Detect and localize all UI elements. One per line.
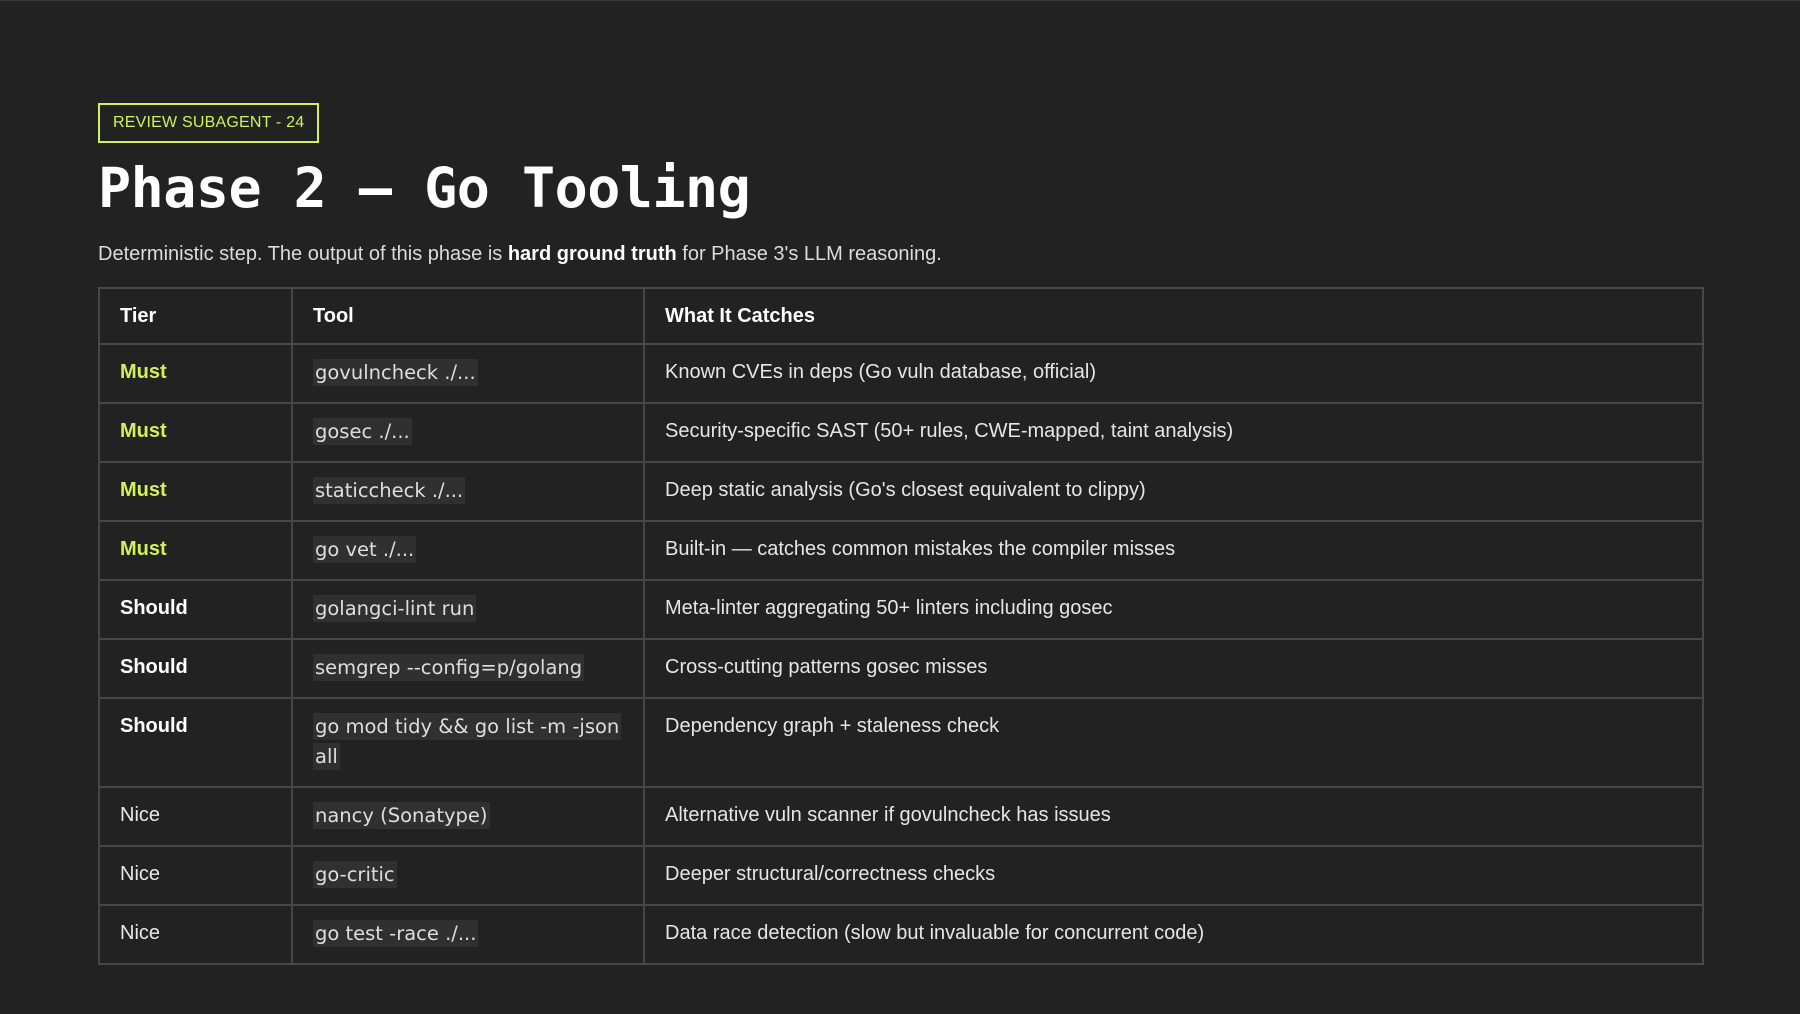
description-cell: Data race detection (slow but invaluable for concurrent code) [644,905,1703,964]
tool-command: nancy (Sonatype) [315,804,488,827]
description-cell: Cross-cutting patterns gosec misses [644,639,1703,698]
tool-command: go vet ./... [315,538,415,561]
subtitle-bold: hard ground truth [507,243,677,265]
tool-cell [292,639,644,698]
tier-cell: Must [99,462,292,521]
header-tier: Tier [99,288,292,344]
description-cell: Deep static analysis (Go's closest equivalent to clippy) [644,462,1703,521]
slide [98,103,1702,965]
tool-cell [292,905,644,964]
description-cell: Security-specific SAST (50+ rules, CWE-mapped, taint analysis) [644,403,1703,462]
tier-cell: Must [99,521,292,580]
tool-cell [292,403,644,462]
tool-command: golangci-lint run [315,597,475,620]
tier-cell: Must [99,344,292,403]
tier-cell: Nice [99,905,292,964]
tool-command: staticcheck ./... [315,479,464,502]
description-cell: Dependency graph + staleness check [644,698,1703,787]
table-row [99,462,1703,521]
description-cell: Meta-linter aggregating 50+ linters including gosec [644,580,1703,639]
table-row [99,787,1703,846]
tool-cell [292,698,644,787]
subtitle-text-before: Deterministic step. The output of this phase is [98,243,508,265]
table-row [99,639,1703,698]
tool-cell [292,846,644,905]
description-cell: Built-in — catches common mistakes the compiler misses [644,521,1703,580]
section-tag: REVIEW SUBAGENT - 24 [98,103,319,143]
tier-cell: Nice [99,787,292,846]
tool-cell [292,787,644,846]
tool-cell [292,521,644,580]
table-row [99,580,1703,639]
tool-command: govulncheck ./... [315,361,476,384]
table-row [99,521,1703,580]
header-what-it-catches: What It Catches [644,288,1703,344]
tool-cell [292,344,644,403]
table-row [99,698,1703,787]
table-row [99,344,1703,403]
subtitle [98,241,1702,267]
description-cell: Deeper structural/correctness checks [644,846,1703,905]
table-row [99,846,1703,905]
tier-cell: Nice [99,846,292,905]
tool-command: go test -race ./... [315,922,477,945]
tool-cell [292,580,644,639]
tool-command: gosec ./... [315,420,410,443]
description-cell: Alternative vuln scanner if govulncheck has issues [644,787,1703,846]
tooling-table [98,287,1704,965]
tier-cell: Should [99,698,292,787]
tier-cell: Must [99,403,292,462]
tool-cell [292,462,644,521]
table-row [99,403,1703,462]
description-cell: Known CVEs in deps (Go vuln database, official) [644,344,1703,403]
tier-cell: Should [99,639,292,698]
tool-command: semgrep --config=p/golang [315,656,583,679]
page-title: Phase 2 — Go Tooling [98,156,751,220]
table-header-row [99,288,1703,344]
subtitle-text-after: for Phase 3's LLM reasoning. [676,243,942,265]
header-tool: Tool [292,288,644,344]
tool-command: go mod tidy && go list -m -json all [315,715,620,768]
tool-command: go-critic [315,863,395,886]
top-edge-line [0,0,1800,1]
table-row [99,905,1703,964]
tier-cell: Should [99,580,292,639]
